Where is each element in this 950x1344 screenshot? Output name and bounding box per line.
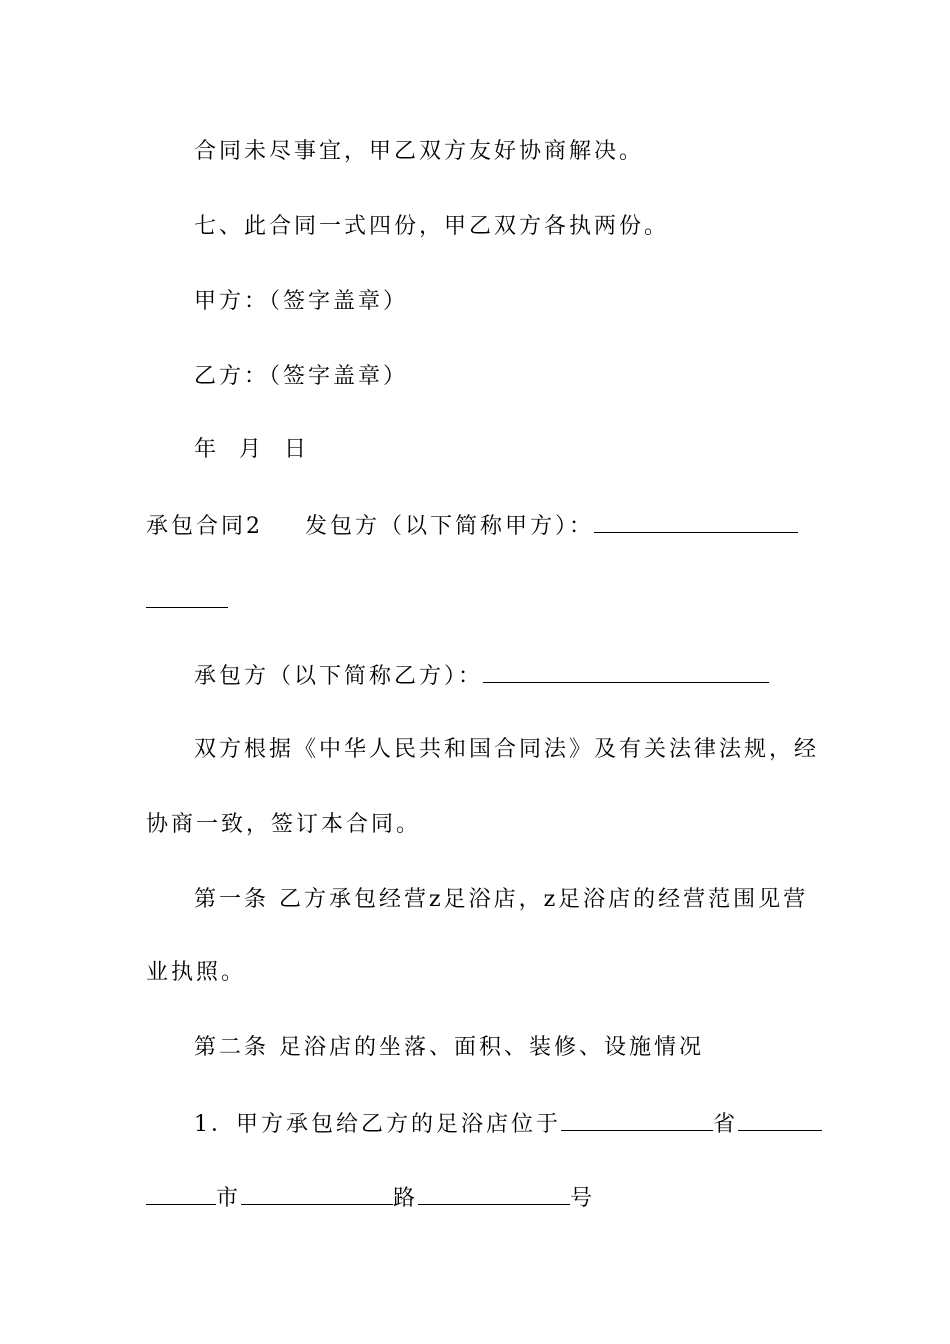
location-line-2: [146, 1182, 595, 1214]
location-intro: 1．甲方承包给乙方的足浴店位于: [194, 1112, 561, 1137]
city-label: 市: [216, 1186, 242, 1211]
contract-title-row: [146, 510, 798, 542]
province-blank: [561, 1108, 713, 1131]
contractee-label: 承包方（以下简称乙方）：: [194, 664, 484, 689]
road-label: 路: [393, 1186, 419, 1211]
article-two-heading: 第二条 足浴店的坐落、面积、装修、设施情况: [194, 1035, 704, 1060]
contractee-row: [194, 660, 769, 692]
paragraph-unresolved-matters: 合同未尽事宜，甲乙双方友好协商解决。: [194, 139, 645, 164]
paragraph-clause-seven: 七、此合同一式四份，甲乙双方各执两份。: [194, 214, 670, 239]
contractor-issuer-label: 发包方（以下简称甲方）：: [305, 514, 595, 539]
article-one-line-2: 业执照。: [146, 960, 247, 985]
number-label: 号: [570, 1186, 596, 1211]
contractor-issuer-blank-continued: [146, 585, 228, 608]
contract-title: 承包合同2: [146, 514, 263, 539]
basis-paragraph-line-1: 双方根据《中华人民共和国合同法》及有关法律法规，经: [194, 737, 820, 762]
contractee-blank: [483, 660, 769, 683]
article-one-line-1: 第一条 乙方承包经营z足浴店，z足浴店的经营范围见营: [194, 887, 809, 912]
contractor-issuer-blank-continued-row: [146, 585, 228, 617]
city-blank-end: [146, 1182, 216, 1205]
basis-paragraph-line-2: 协商一致，签订本合同。: [146, 812, 422, 837]
contractor-issuer-blank: [594, 510, 798, 533]
party-a-signature-line: 甲方：（签字盖章）: [194, 289, 409, 314]
date-line: 年 月 日: [194, 437, 309, 462]
number-blank: [418, 1182, 570, 1205]
party-b-signature-line: 乙方：（签字盖章）: [194, 364, 409, 389]
road-blank: [241, 1182, 393, 1205]
city-blank-start: [738, 1108, 822, 1131]
location-line-1: [194, 1108, 822, 1140]
province-label: 省: [713, 1112, 739, 1137]
